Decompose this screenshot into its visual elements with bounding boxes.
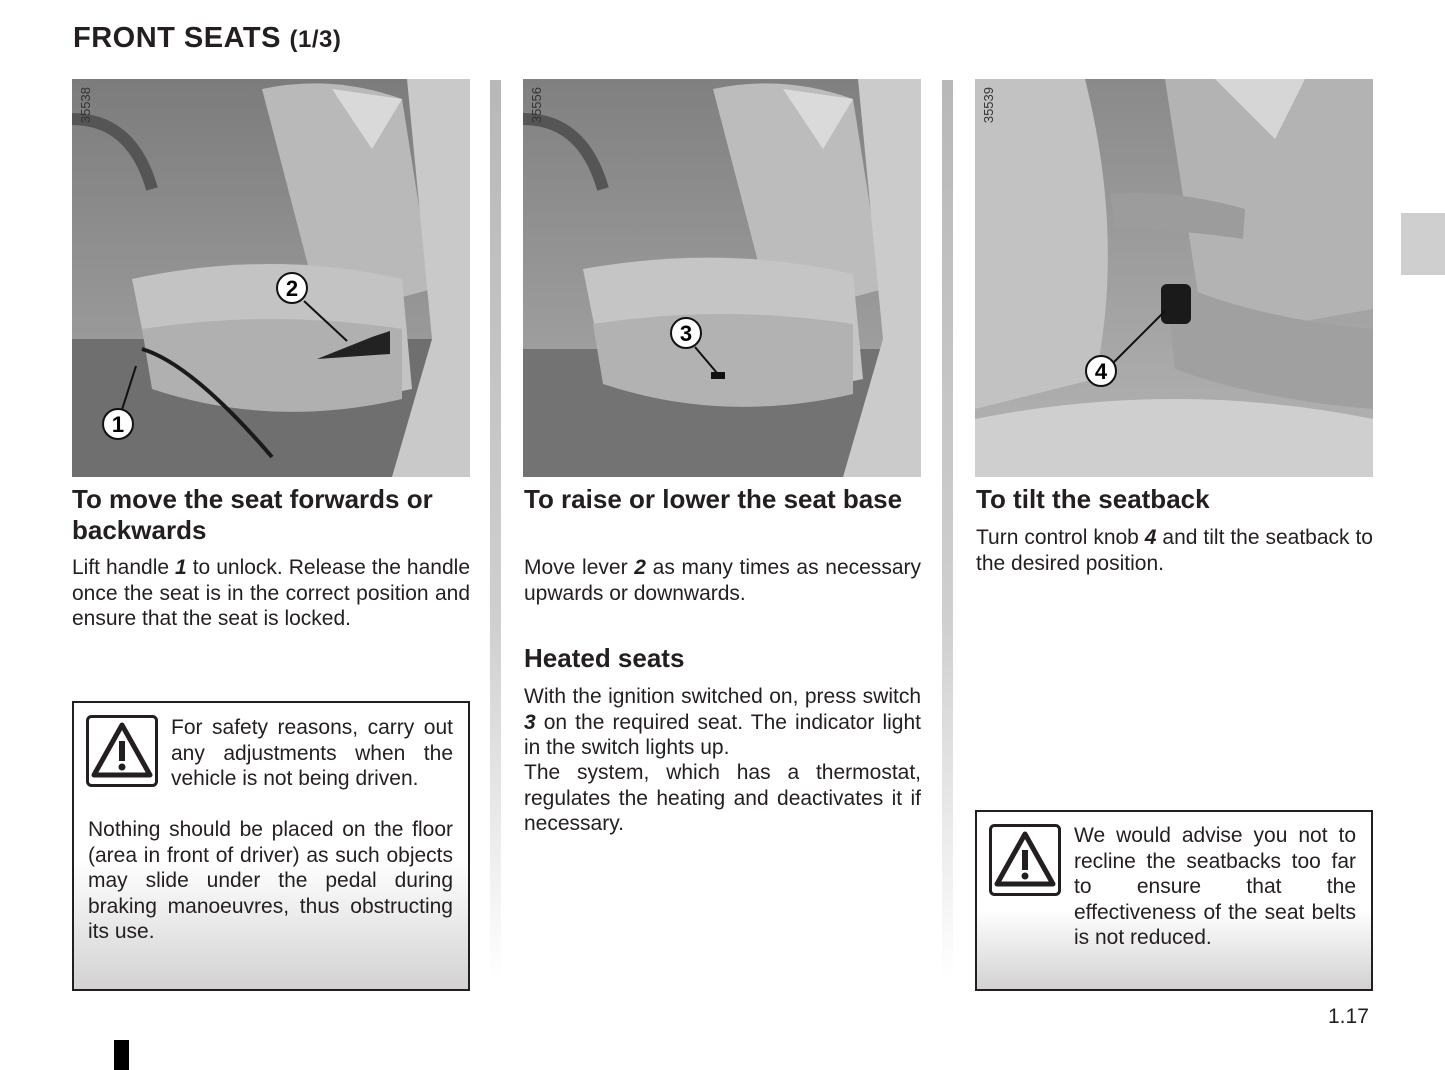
page-title-text: FRONT SEATS [73, 22, 281, 54]
heading-seatback-tilt: To tilt the seatback [976, 484, 1210, 514]
photo-seat-slide [72, 79, 470, 477]
text-heated-seats: With the ignition switched on, press switch 3 on the required seat. The indicator light in the switch lights up. [524, 685, 921, 760]
edge-thumb-mark [114, 1040, 129, 1070]
heading-seat-height: To raise or lower the seat base [524, 484, 903, 514]
warning-triangle-icon [989, 824, 1061, 896]
warning-box-recline [975, 810, 1373, 991]
text-seat-slide: Lift handle 1 to unlock. Release the handle once the seat is in the correct position and ensure that the seat is locked. [72, 556, 470, 631]
photo-reference-number: 35539 [981, 87, 996, 124]
warning-triangle-icon [86, 715, 158, 787]
text-heated-seats-thermostat: The system, which has a thermostat, regulates the heating and deactivates it if necessary. [524, 761, 921, 836]
heading-heated-seats: Heated seats [524, 643, 685, 673]
seatback-tilt-illustration [975, 79, 1373, 477]
callout-1-label: 1 [111, 412, 125, 437]
warning-lead-text: For safety reasons, carry out any adjustments when the vehicle is not being driven. [171, 716, 453, 791]
warning-recline-text: We would advise you not to recline the seatbacks too far to ensure that the effectiveness of the seat belts is not reduced. [1074, 824, 1356, 950]
chapter-tab [1401, 213, 1445, 275]
photo-seatback-tilt [975, 79, 1373, 477]
seat-slide-illustration [72, 79, 470, 477]
photo-reference-number: 35538 [78, 87, 93, 124]
photo-reference-number: 35556 [529, 87, 544, 124]
text-seatback-tilt: Turn control knob 4 and tilt the seatback to the desired position. [976, 526, 1373, 575]
column-divider [490, 80, 501, 980]
seat-height-illustration [523, 79, 921, 477]
callout-2-label: 2 [285, 276, 299, 301]
page-title-part: (1/3) [289, 26, 342, 53]
page-title [73, 22, 341, 55]
callout-4-label: 4 [1094, 359, 1108, 384]
text-seat-height: Move lever 2 as many times as necessary upwards or downwards. [524, 556, 922, 605]
warning-box-adjust [72, 701, 470, 991]
callout-3-label: 3 [679, 321, 693, 346]
page-number: 1.17 [1328, 1005, 1369, 1028]
column-divider [942, 80, 953, 980]
warning-body-text: Nothing should be placed on the floor (area in front of driver) as such objects may slide under the pedal during braking manoeuvres, thus obstructing its use. [88, 818, 453, 944]
photo-seat-height [523, 79, 921, 477]
heading-seat-slide: To move the seat forwards or backwards [72, 484, 433, 545]
